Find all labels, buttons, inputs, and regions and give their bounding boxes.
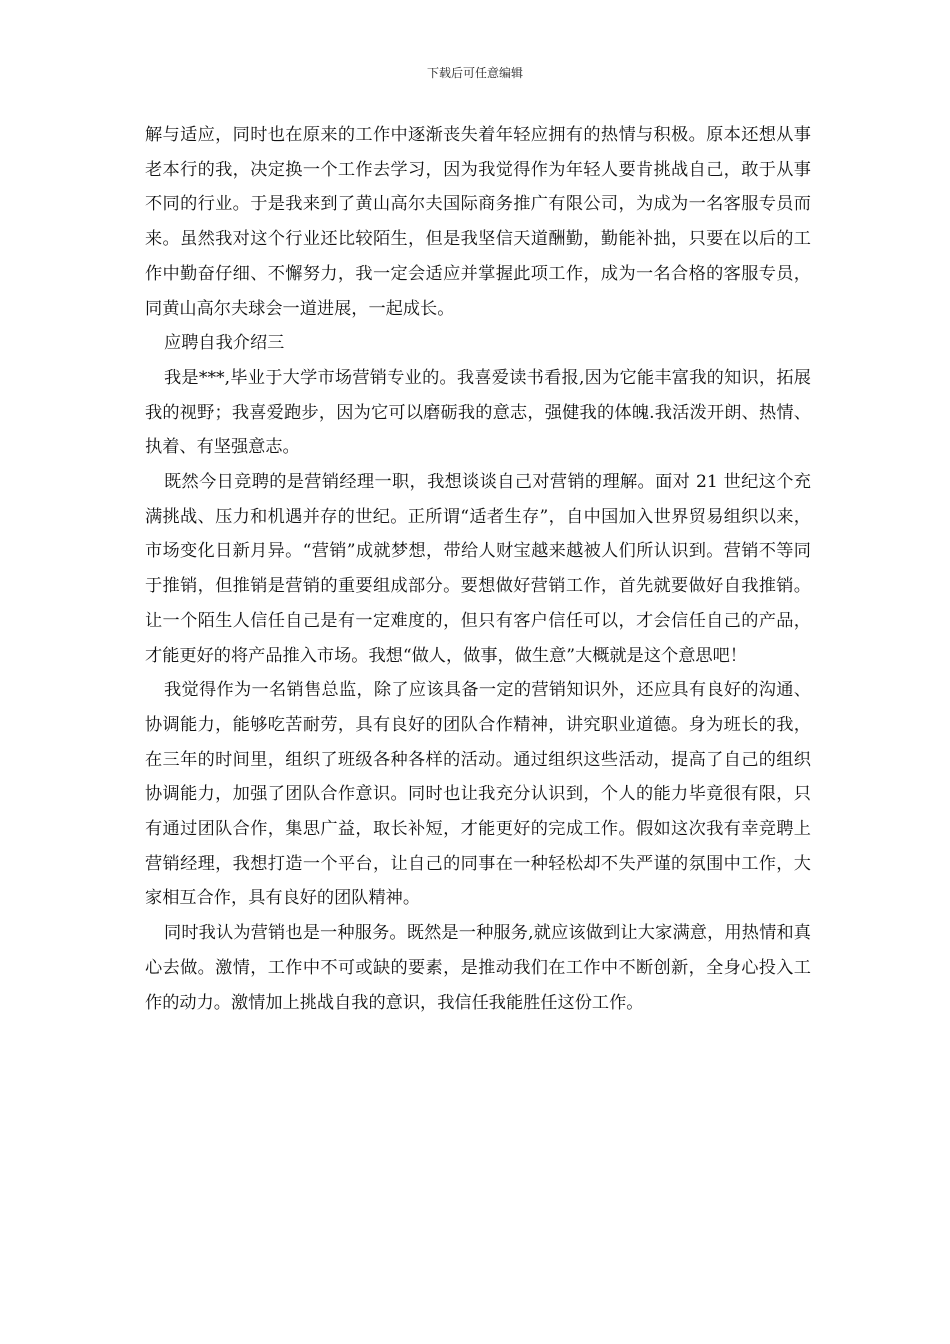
paragraph-service: 同时我认为营销也是一种服务。既然是一种服务,就应该做到让大家满意，用热情和真心去做。激情，工作中不可或缺的要素，是推动我们在工作中不断创新，全身心投入工作的动力。激情加上挑战自我的意识，我信任我能胜任这份工作。 [145, 923, 811, 1013]
paragraph-sales-director: 我觉得作为一名销售总监，除了应该具备一定的营销知识外，还应具有良好的沟通、协调能力，能够吃苦耐劳，具有良好的团队合作精神，讲究职业道德。身为班长的我，在三年的时间里，组织了班级各种各样的活动。通过组织这些活动，提高了自己的组织协调能力，加强了团队合作意识。同时也让我充分认识到，个人的能力毕竟很有限，只有通过团队合作，集思广益，取长补短，才能更好的完成工作。假如这次我有幸竞聘上营销经理，我想打造一个平台，让自己的同事在一种轻松却不失严谨的氛围中工作，大家相互合作，具有良好的团队精神。 [145, 680, 811, 909]
page-header: 下载后可任意编辑 [426, 66, 523, 80]
section-heading: 应聘自我介绍三 [164, 333, 285, 354]
paragraph-marketing-understanding: 既然今日竞聘的是营销经理一职，我想谈谈自己对营销的理解。面对 21 世纪这个充满挑战、压力和机遇并存的世纪。正所谓“适者生存”，自中国加入世界贸易组织以来，市场变化日新月异。“营销”成就梦想，带给人财宝越来越被人们所认识到。营销不等同于推销，但推销是营销的重要组成部分。要想做好营销工作，首先就要做好自我推销。让一个陌生人信任自己是有一定难度的，但只有客户信任可以，才会信任自己的产品，才能更好的将产品推入市场。我想“做人，做事，做生意”大概就是这个意思吧！ [145, 472, 811, 666]
paragraph-self-intro: 我是***,毕业于大学市场营销专业的。我喜爱读书看报,因为它能丰富我的知识，拓展我的视野；我喜爱跑步，因为它可以磨砺我的意志，强健我的体魄.我活泼开朗、热情、执着、有坚强意志。 [145, 367, 811, 458]
document-body [145, 118, 811, 1020]
paragraph-continuation: 解与适应，同时也在原来的工作中逐渐丧失着年轻应拥有的热情与积极。原本还想从事老本行的我，决定换一个工作去学习，因为我觉得作为年轻人要肯挑战自己，敢于从事不同的行业。于是我来到了黄山高尔夫国际商务推广有限公司，为成为一名客服专员而来。虽然我对这个行业还比较陌生，但是我坚信天道酬勤，勤能补拙，只要在以后的工作中勤奋仔细、不懈努力，我一定会适应并掌握此项工作，成为一名合格的客服专员，同黄山高尔夫球会一道进展，一起成长。 [145, 125, 811, 319]
